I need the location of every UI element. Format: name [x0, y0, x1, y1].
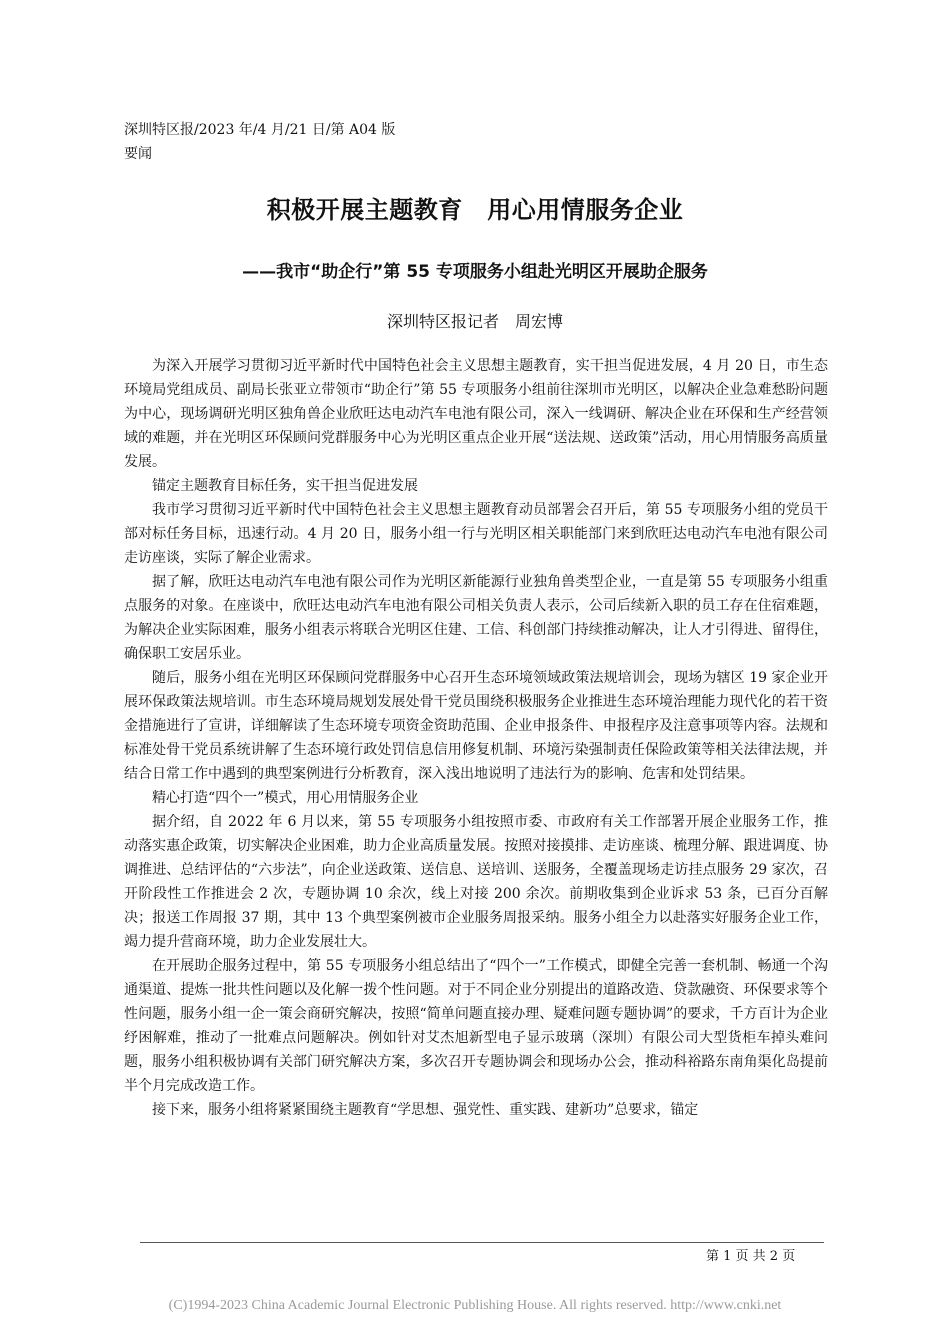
article-byline: 深圳特区报记者 周宏博 [386, 312, 563, 331]
section-name: 要闻 [124, 146, 152, 162]
section-heading: 精心打造“四个一”模式，用心用情服务企业 [152, 790, 419, 806]
body-paragraph: 在开展助企服务过程中，第 55 专项服务小组总结出了“四个一”工作模式，即健全完善一套机制、畅通一个沟通渠道、提炼一批共性问题以及化解一拨个性问题。对于不同企业分别提出的道路改造、贷款融资、环保要求等个性问题，服务小组一企一策会商研究解决，按照“简单问题直接办理、疑难问题专题协调”的要求，千方百计为企业纾困解难，推动了一批难点问题解决。例如针对艾杰旭新型电子显示玻璃（深圳）有限公司大型货柜车掉头难问题，服务小组积极协调有关部门研究解决方案，多次召开专题协调会和现场办公会，推动科裕路东南角渠化岛提前半个月完成改造工作。 [124, 958, 828, 1094]
section-heading: 锚定主题教育目标任务，实干担当促进发展 [152, 478, 418, 494]
footer-divider [140, 1242, 824, 1243]
article-body [124, 354, 828, 1122]
article-title: 积极开展主题教育 用心用情服务企业 [266, 196, 684, 224]
body-paragraph: 接下来，服务小组将紧紧围绕主题教育“学思想、强党性、重实践、建新功”总要求，锚定 [152, 1102, 699, 1118]
body-paragraph: 据介绍，自 2022 年 6 月以来，第 55 专项服务小组按照市委、市政府有关工作部署开展企业服务工作，推动落实惠企政策，切实解决企业困难，助力企业高质量发展。按照对接摸排、走访座谈、梳理分解、跟进调度、协调推进、总结评估的“六步法”，向企业送政策、送信息、送培训、送服务，全覆盖现场走访挂点服务 29 家次，召开阶段性工作推进会 2 次，专题协调 10 余次，线上对接 200 余次。前期收集到企业诉求 53 条，已百分百解决；报送工作周报 37 期，其中 13 个典型案例被市企业服务周报采纳。服务小组全力以赴落实好服务企业工作，竭力提升营商环境，助力企业发展壮大。 [124, 814, 828, 950]
page-indicator: 第 1 页 共 2 页 [706, 1249, 796, 1264]
source-line: 深圳特区报/2023 年/4 月/21 日/第 A04 版 [124, 122, 396, 138]
body-paragraph: 随后，服务小组在光明区环保顾问党群服务中心召开生态环境领域政策法规培训会，现场为辖区 19 家企业开展环保政策法规培训。市生态环境局规划发展处骨干党员围绕积极服务企业推进生态环境治理能力现代化的若干资金措施进行了宣讲，详细解读了生态环境专项资金资助范围、企业申报条件、申报程序及注意事项等内容。法规和标准处骨干党员系统讲解了生态环境行政处罚信息信用修复机制、环境污染强制责任保险政策等相关法律法规，并结合日常工作中遇到的典型案例进行分析教育，深入浅出地说明了违法行为的影响、危害和处罚结果。 [124, 670, 828, 782]
body-paragraph: 据了解，欣旺达电动汽车电池有限公司作为光明区新能源行业独角兽类型企业，一直是第 55 专项服务小组重点服务的对象。在座谈中，欣旺达电动汽车电池有限公司相关负责人表示，公司后续新入职的员工存在住宿难题，为解决企业实际困难，服务小组表示将联合光明区住建、工信、科创部门持续推动解决，让人才引得进、留得住，确保职工安居乐业。 [124, 574, 828, 662]
copyright-notice: (C)1994-2023 China Academic Journal Electronic Publishing House. All rights reserved. http://www.cnki.net [168, 1298, 782, 1313]
body-paragraph: 为深入开展学习贯彻习近平新时代中国特色社会主义思想主题教育，实干担当促进发展，4 月 20 日，市生态环境局党组成员、副局长张亚立带领市“助企行”第 55 专项服务小组前往深圳市光明区，以解决企业急难愁盼问题为中心，现场调研光明区独角兽企业欣旺达电动汽车电池有限公司，深入一线调研、解决企业在环保和生产经营领域的难题，并在光明区环保顾问党群服务中心为光明区重点企业开展“送法规、送政策”活动，用心用情服务高质量发展。 [124, 358, 828, 470]
publication-source [124, 118, 395, 166]
body-paragraph: 我市学习贯彻习近平新时代中国特色社会主义思想主题教育动员部署会召开后，第 55 专项服务小组的党员干部对标任务目标，迅速行动。4 月 20 日，服务小组一行与光明区相关职能部门来到欣旺达电动汽车电池有限公司走访座谈，实际了解企业需求。 [124, 502, 828, 566]
article-subtitle: ——我市“助企行”第 55 专项服务小组赴光明区开展助企服务 [242, 262, 708, 282]
